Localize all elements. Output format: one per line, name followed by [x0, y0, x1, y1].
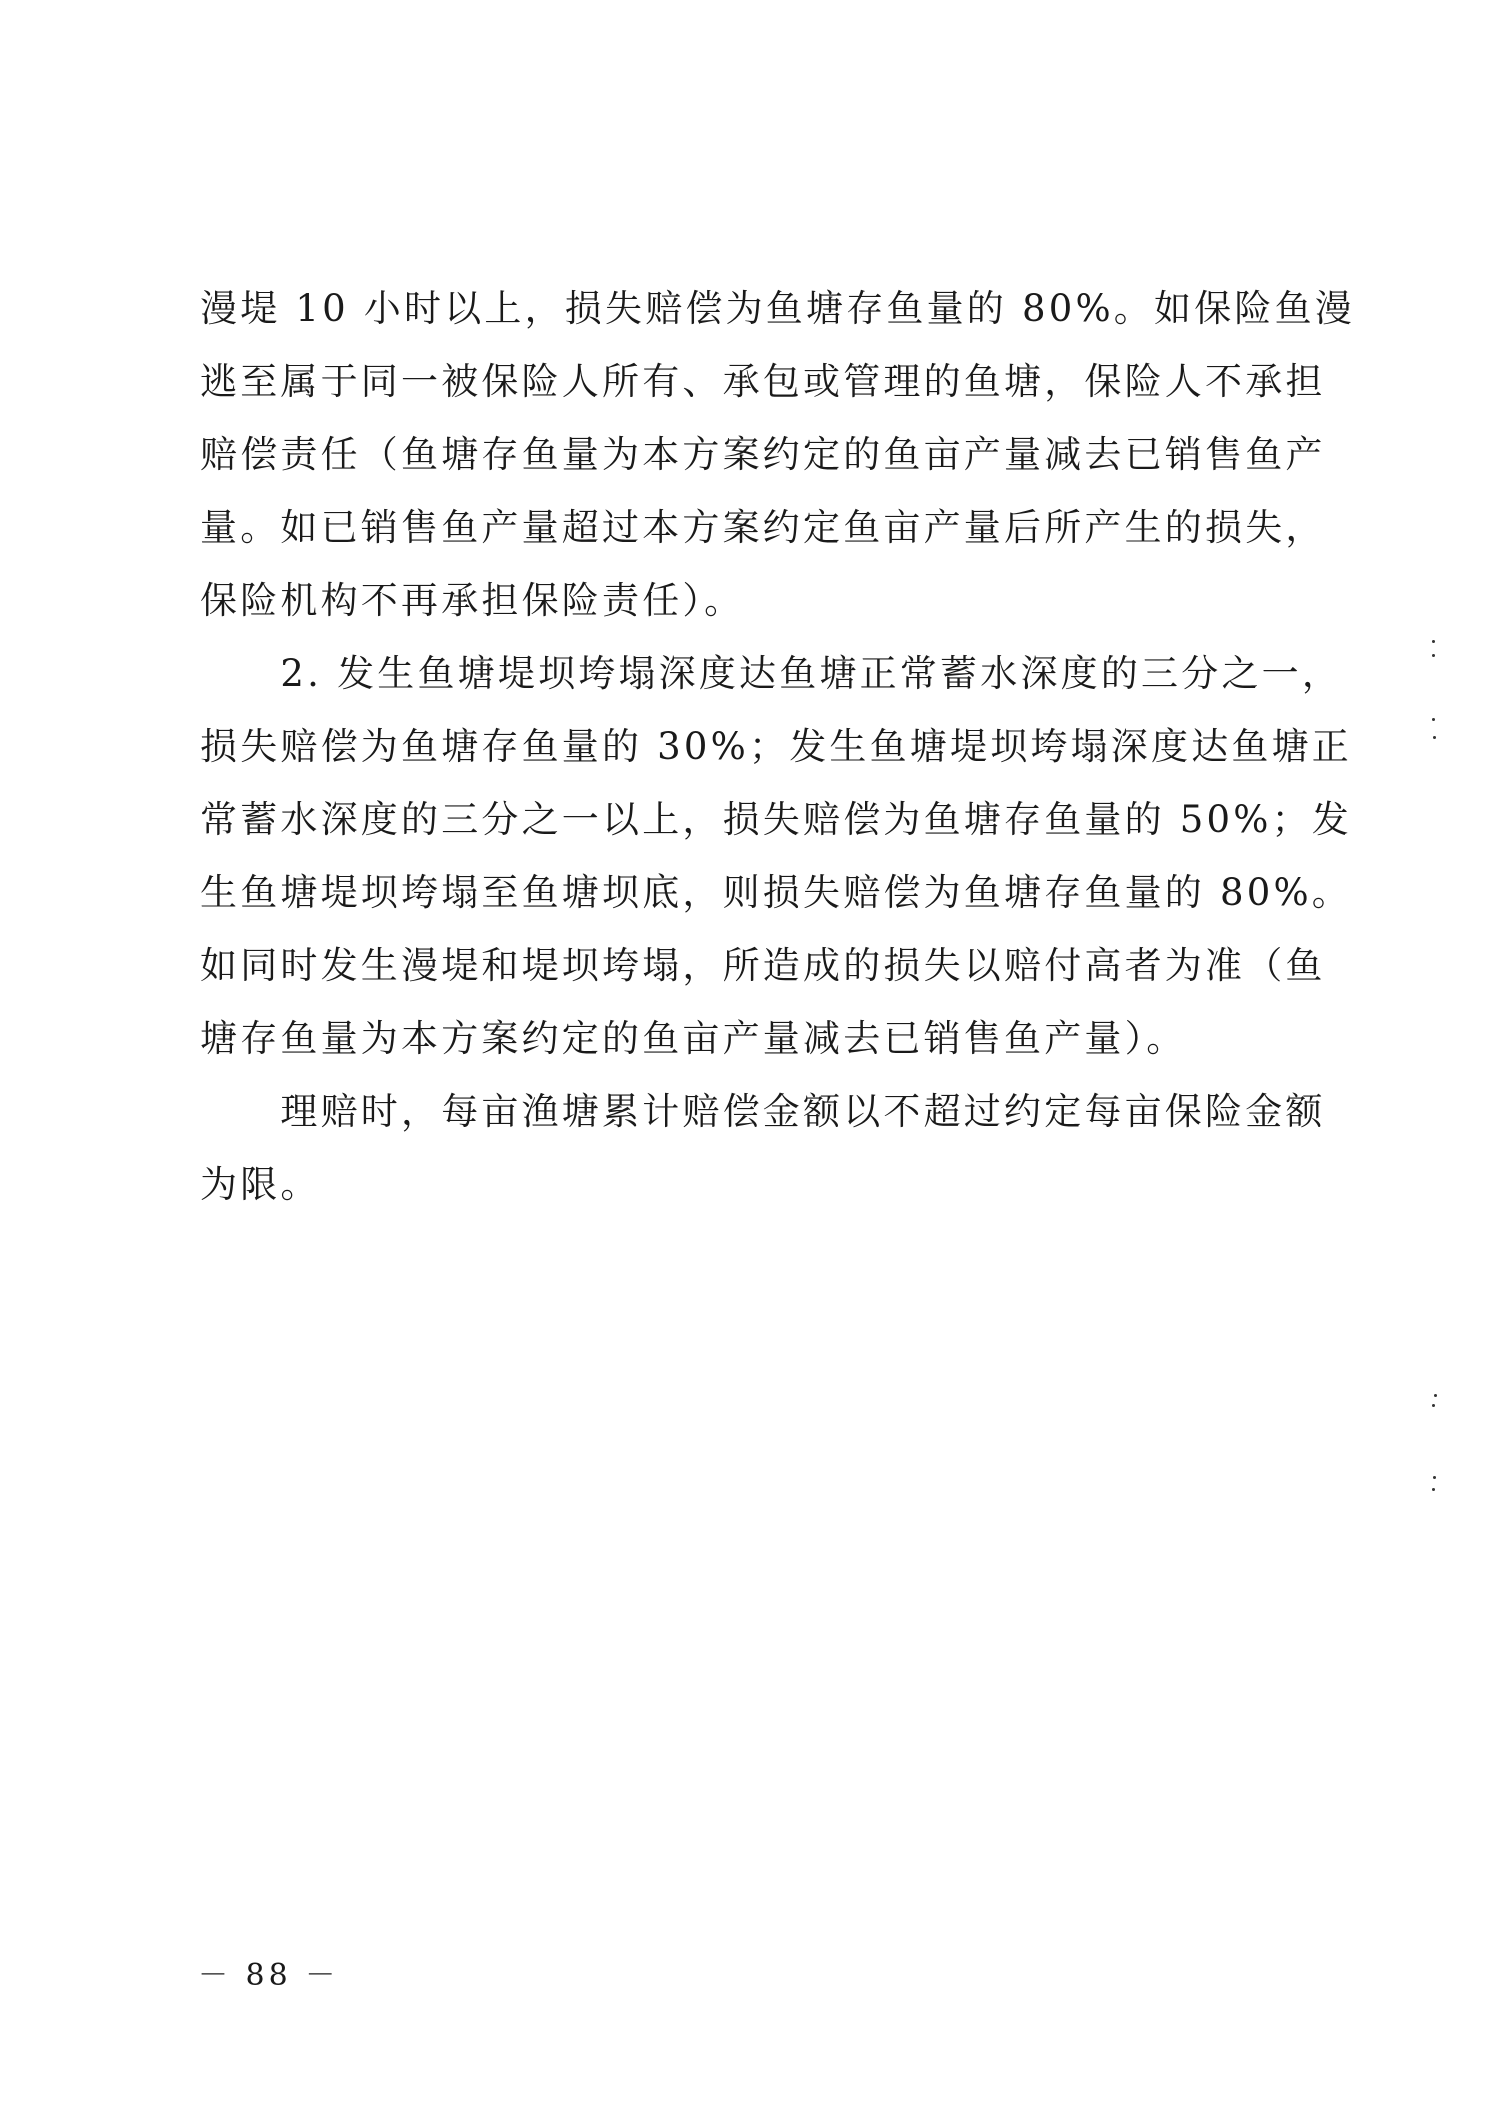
text-line: 漫堤 10 小时以上，损失赔偿为鱼塘存鱼量的 80%。如保险鱼漫	[200, 287, 1356, 330]
paragraph-2	[200, 637, 1352, 1075]
scan-speck	[1432, 640, 1435, 643]
scan-speck	[1432, 654, 1435, 657]
scan-speck	[1432, 1404, 1435, 1407]
text-line: 2. 发生鱼塘堤坝垮塌深度达鱼塘正常蓄水深度的三分之一，	[200, 652, 1343, 695]
text-line: 常蓄水深度的三分之一以上，损失赔偿为鱼塘存鱼量的 50%；发	[200, 798, 1352, 841]
text-line: 保险机构不再承担保险责任）。	[200, 579, 745, 622]
text-line: 如同时发生漫堤和堤坝垮塌，所造成的损失以赔付高者为准（鱼	[200, 944, 1326, 987]
paragraph-3	[200, 1075, 1326, 1221]
scan-speck	[1432, 1488, 1435, 1491]
text-line: 损失赔偿为鱼塘存鱼量的 30%；发生鱼塘堤坝垮塌深度达鱼塘正	[200, 725, 1352, 768]
text-line: 为限。	[200, 1163, 321, 1206]
body-text	[200, 272, 1356, 1221]
scan-speck	[1432, 718, 1435, 721]
text-line: 生鱼塘堤坝垮塌至鱼塘坝底，则损失赔偿为鱼塘存鱼量的 80%。	[200, 871, 1352, 914]
scan-speck	[1434, 1394, 1437, 1397]
text-line: 逃至属于同一被保险人所有、承包或管理的鱼塘，保险人不承担	[200, 360, 1326, 403]
paragraph-1	[200, 272, 1356, 637]
scan-speck	[1433, 1476, 1436, 1479]
text-line: 量。如已销售鱼产量超过本方案约定鱼亩产量后所产生的损失，	[200, 506, 1326, 549]
text-line: 塘存鱼量为本方案约定的鱼亩产量减去已销售鱼产量）。	[200, 1017, 1187, 1060]
page-number: － 88 －	[198, 1958, 340, 1993]
text-line: 赔偿责任（鱼塘存鱼量为本方案约定的鱼亩产量减去已销售鱼产	[200, 433, 1326, 476]
text-line: 理赔时，每亩渔塘累计赔偿金额以不超过约定每亩保险金额	[200, 1090, 1326, 1133]
scan-speck	[1433, 736, 1436, 739]
